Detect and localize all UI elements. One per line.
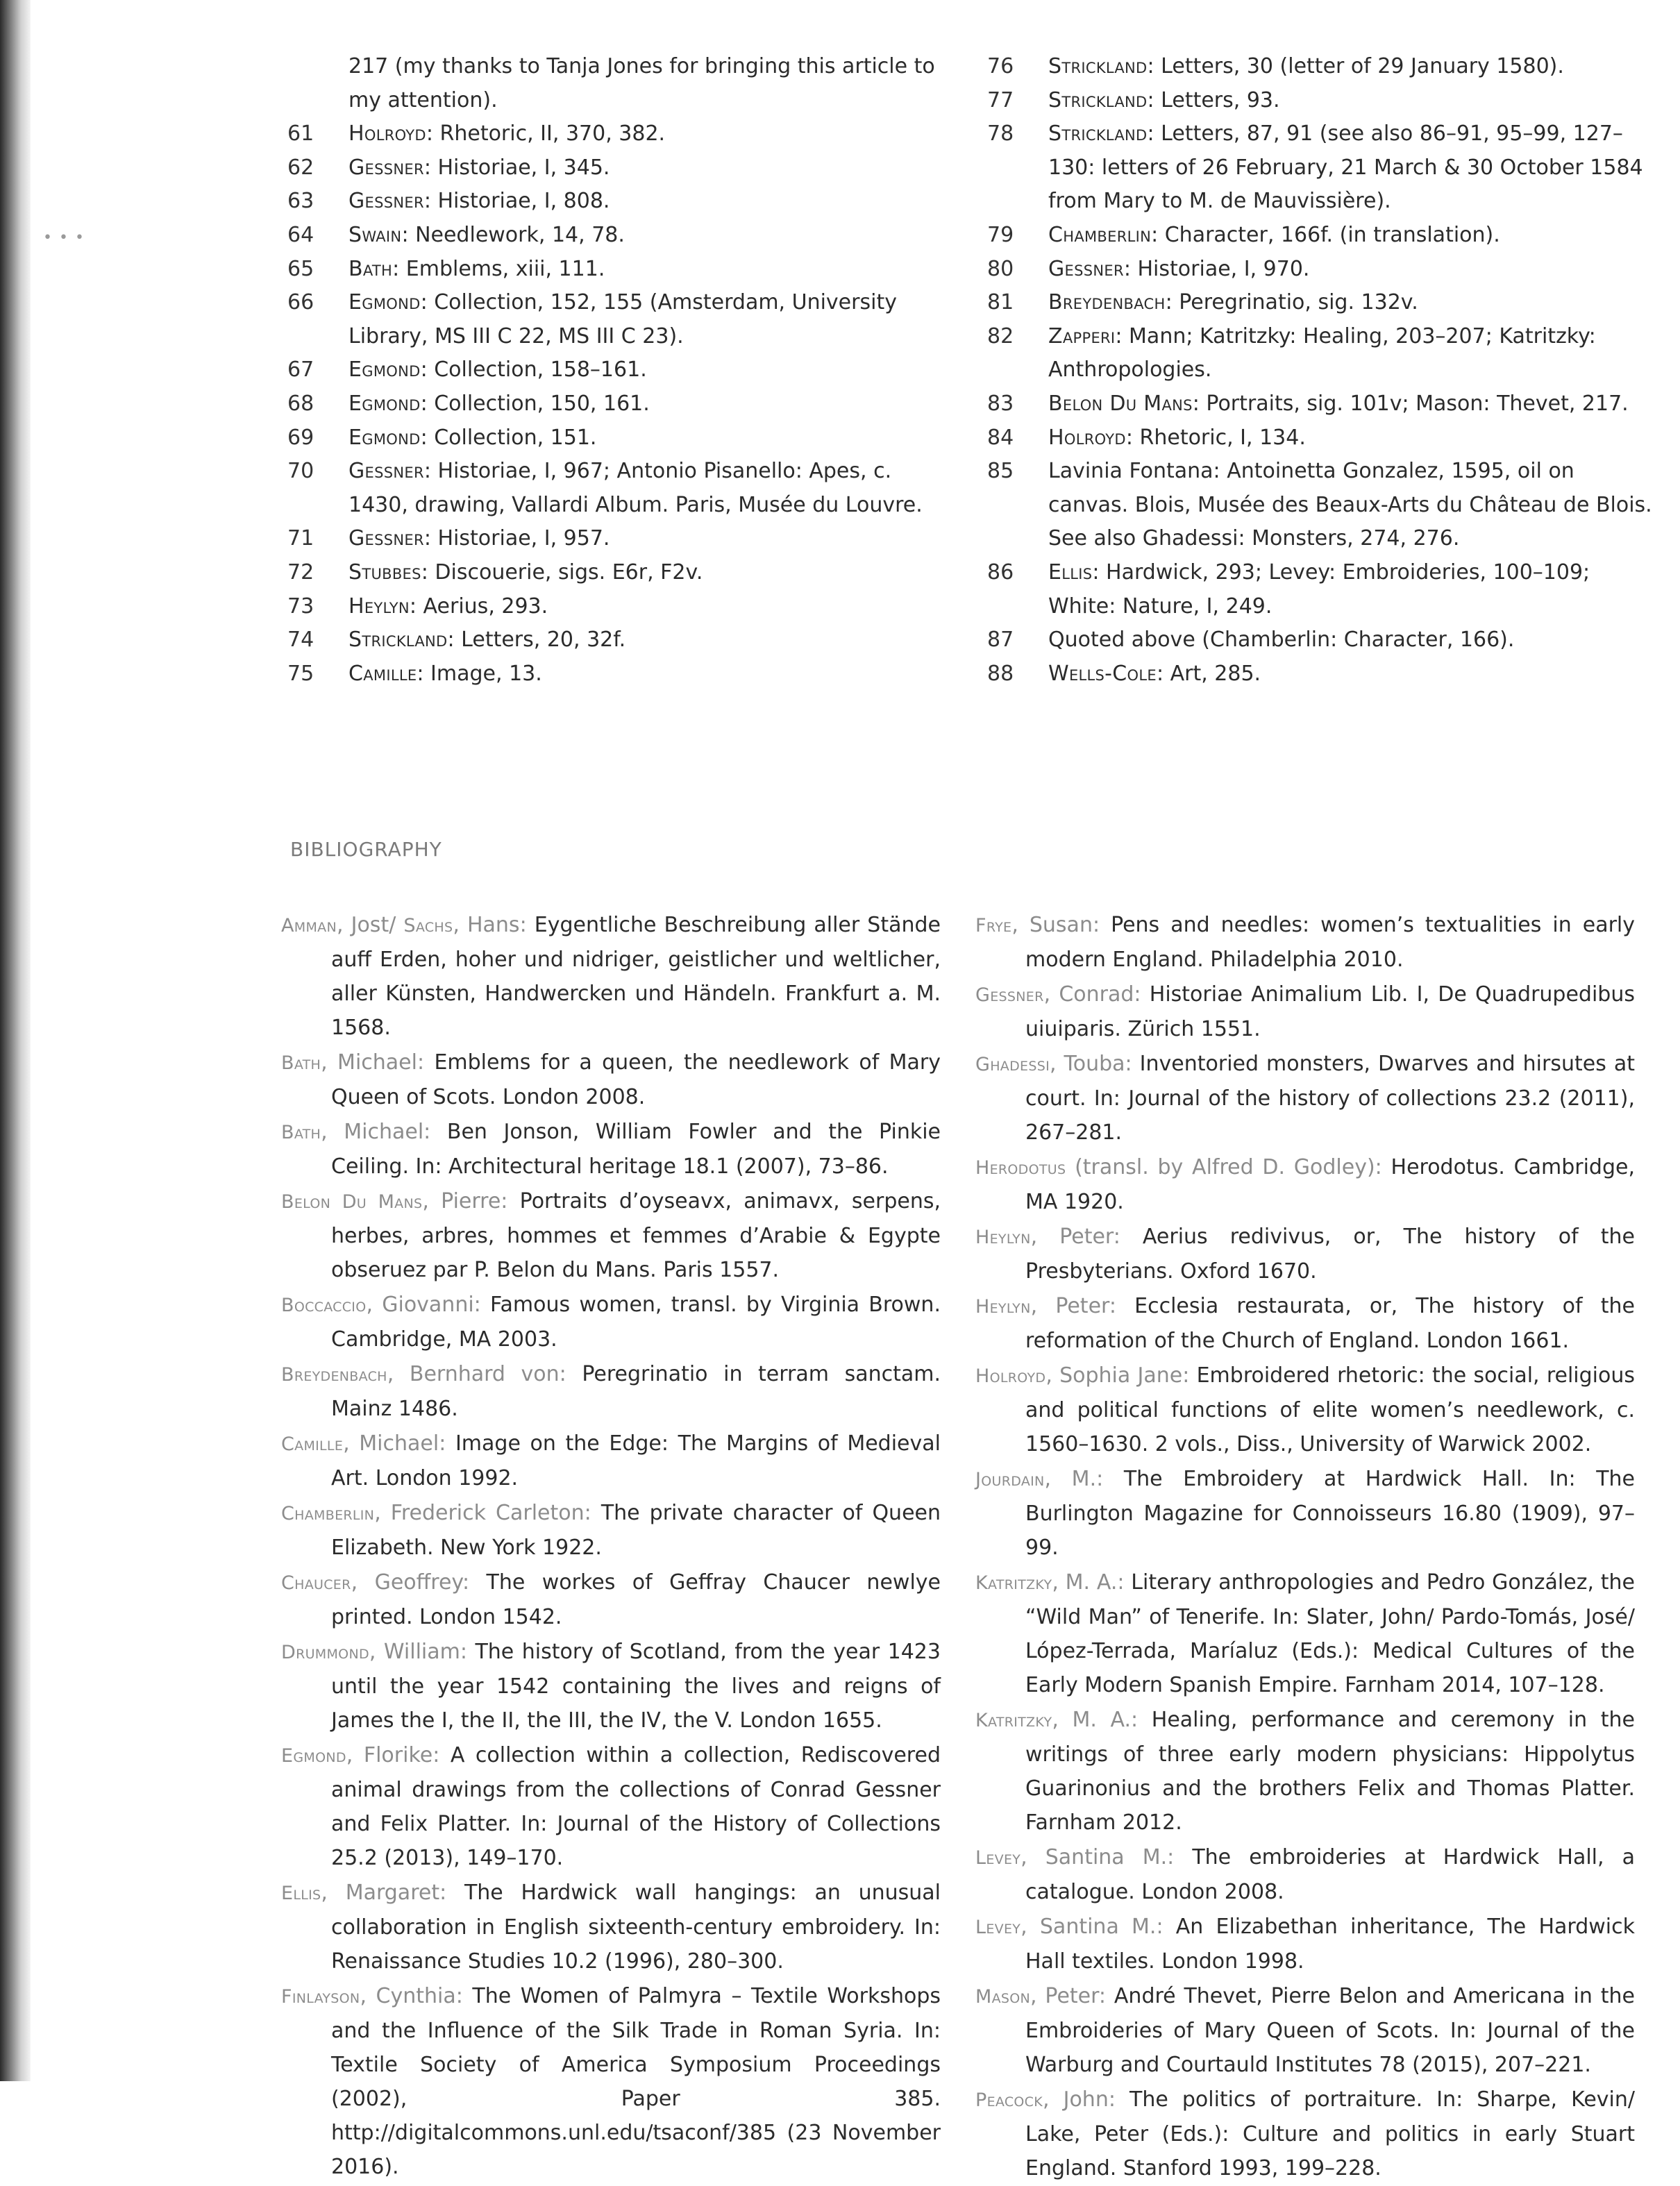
bibliography-entry — [975, 1047, 1635, 1150]
author-forename: , Margaret: — [321, 1881, 447, 1905]
endnote-text — [348, 50, 954, 117]
endnote-text — [1048, 84, 1654, 118]
endnote-author: Strickland — [1048, 54, 1148, 78]
author-surname: Boccaccio — [281, 1295, 367, 1316]
endnote-author: Egmond — [348, 290, 421, 315]
endnote-number: 61 — [287, 121, 314, 146]
endnote-author: Strickland — [348, 628, 448, 653]
entry-author — [975, 1155, 1382, 1179]
endnote — [987, 623, 1654, 657]
endnote — [287, 185, 954, 219]
author-forename: , Peter: — [1030, 1225, 1120, 1249]
entry-text: Ecclesia restaurata, or, The history of the reformation of the Church of England. London 1661. — [1025, 1294, 1636, 1353]
bibliography-right-column — [975, 908, 1635, 2186]
author-surname: Egmond — [281, 1745, 346, 1767]
endnote-text — [348, 151, 954, 185]
endnote-body: : Collection, 150, 161. — [420, 391, 650, 416]
endnote-body: : Mann; Katritzky: Healing, 203–207; Katritzky: Anthropologies. — [1048, 323, 1596, 382]
author-forename: , Florike: — [346, 1743, 440, 1767]
endnote — [287, 50, 954, 117]
bibliography-entry — [975, 908, 1635, 977]
endnote-body: : Letters, 93. — [1147, 87, 1280, 112]
author-forename: , Peter: — [1030, 1984, 1107, 2008]
author-forename: , Susan: — [1011, 913, 1100, 937]
endnote-number: 63 — [287, 189, 314, 214]
endnote-author: Heylyn — [348, 594, 410, 619]
endnote-body: : Rhetoric, I, 134. — [1125, 425, 1306, 450]
author-surname: Heylyn — [975, 1227, 1031, 1248]
author-forename: , Geoffrey: — [351, 1570, 470, 1595]
endnote-text — [348, 185, 954, 219]
entry-author — [975, 1294, 1116, 1318]
entry-author — [281, 1293, 481, 1317]
endnote-body: : Historiae, I, 957. — [423, 526, 610, 551]
endnote — [987, 421, 1654, 455]
endnote-author: Belon Du Mans — [1048, 391, 1193, 416]
endnote-body: : Art, 285. — [1156, 661, 1261, 686]
bibliography-heading: BIBLIOGRAPHY — [290, 838, 442, 861]
endnote-author: Egmond — [348, 425, 421, 450]
endnote-author: Gessner — [348, 155, 424, 180]
author-forename: , Michael: — [321, 1050, 425, 1075]
endnote-body: : Letters, 20, 32f. — [447, 628, 626, 653]
endnote-body: : Character, 166f. (in translation). — [1151, 222, 1500, 247]
author-forename: , Michael: — [321, 1120, 431, 1144]
endnote-number: 68 — [287, 391, 314, 416]
endnote-body: : Historiae, I, 808. — [423, 189, 610, 214]
endnote-author: Zapperi — [1048, 323, 1116, 348]
endnote-body: : Needlework, 14, 78. — [401, 222, 625, 247]
bibliography-entry — [975, 1359, 1635, 1461]
bibliography-entry — [281, 1876, 941, 1978]
author-forename: , Michael: — [343, 1431, 446, 1456]
entry-text: A collection within a collection, Rediscovered animal drawings from the collections of Conrad Gessner and Felix Platter. In: Journal of the History of Collections 25.2 (2013), 149–170. — [331, 1743, 941, 1870]
author-surname: Herodotus — [975, 1157, 1066, 1179]
entry-text: Pens and needles: women’s textualities in early modern England. Philadelphia 2010. — [1025, 913, 1635, 972]
author-forename: , Touba: — [1049, 1052, 1132, 1076]
endnote — [987, 84, 1654, 118]
endnote — [987, 657, 1654, 691]
endnote-text — [1048, 657, 1654, 691]
endnote — [287, 387, 954, 421]
author-surname: Camille — [281, 1433, 344, 1455]
bibliography-entry — [975, 1150, 1635, 1219]
author-surname: Levey — [975, 1847, 1021, 1869]
bibliography-entry — [281, 908, 941, 1045]
bibliography-entry — [975, 1289, 1635, 1358]
endnote-body: : Emblems, xiii, 111. — [392, 256, 605, 281]
endnote — [287, 623, 954, 657]
endnote-text — [1048, 421, 1654, 455]
endnote-number: 62 — [287, 155, 314, 180]
endnote-author: Strickland — [1048, 87, 1148, 112]
endnote-body: : Letters, 87, 91 (see also 86–91, 95–99, 127–130: letters of 26 February, 21 March & 30 October 1584 from Mary to M. de Mauvissière). — [1048, 121, 1643, 214]
entry-text: Eygentliche Beschreibung aller Stände auff Erden, hoher und nidriger, geistlicher und weltlicher, aller Künsten, Handwercken und Händeln. Frankfurt a. M. 1568. — [331, 913, 941, 1040]
endnote-text — [1048, 320, 1654, 387]
endnote-body: Quoted above (Chamberlin: Character, 166). — [1048, 628, 1515, 653]
endnote-author: Egmond — [348, 391, 421, 416]
author-forename: , Hans: — [453, 913, 527, 937]
endnote — [287, 657, 954, 691]
entry-author — [975, 913, 1100, 937]
entry-text: The politics of portraiture. In: Sharpe, Kevin/ Lake, Peter (Eds.): Culture and politics in early Stuart England. Stanford 1993, 199–228. — [1025, 2087, 1635, 2180]
entry-author — [281, 1501, 591, 1525]
endnote — [287, 151, 954, 185]
entry-author — [975, 1984, 1106, 2008]
author-surname: Bath — [281, 1052, 321, 1074]
author-surname: Chamberlin — [281, 1503, 375, 1524]
endnote — [987, 253, 1654, 287]
author-surname: Jourdain — [975, 1469, 1045, 1490]
bibliography-entry — [281, 1288, 941, 1356]
entry-author — [281, 1189, 507, 1213]
entry-author — [975, 1915, 1164, 1939]
endnote-number: 75 — [287, 661, 314, 686]
endnote-body: Lavinia Fontana: Antoinetta Gonzalez, 1595, oil on canvas. Blois, Musée des Beaux-Arts du Château de Blois. See also Ghadessi: Monsters, 274, 276. — [1048, 459, 1652, 551]
endnote-text — [348, 455, 954, 522]
endnote — [987, 117, 1654, 219]
bibliography-entry — [281, 1496, 941, 1565]
entry-author — [975, 1052, 1132, 1076]
author-forename: , Cynthia: — [360, 1984, 463, 2008]
author-forename: , William: — [369, 1640, 467, 1664]
endnote-body: : Discouerie, sigs. E6r, F2v. — [421, 560, 703, 585]
author-surname: Drummond — [281, 1642, 369, 1663]
endnote-text — [1048, 253, 1654, 287]
bibliography-entry — [281, 1565, 941, 1634]
endnote-text — [348, 286, 954, 353]
endnote-body: : Historiae, I, 967; Antonio Pisanello: Apes, c. 1430, drawing, Vallardi Album. Paris, Musée du Louvre. — [348, 459, 923, 517]
entry-text: Image on the Edge: The Margins of Medieval Art. London 1992. — [331, 1431, 941, 1490]
author-forename: , Sophia Jane: — [1045, 1363, 1190, 1388]
endnote-body: : Letters, 30 (letter of 29 January 1580). — [1147, 54, 1564, 78]
entry-text: Ben Jonson, William Fowler and the Pinkie Ceiling. In: Architectural heritage 18.1 (2007), 73–86. — [331, 1120, 941, 1179]
endnote — [287, 253, 954, 287]
endnote-text — [348, 253, 954, 287]
author-surname: Finlayson — [281, 1986, 360, 2008]
endnote-body: : Portraits, sig. 101v; Mason: Thevet, 217. — [1192, 391, 1629, 416]
entry-author — [281, 1984, 463, 2008]
entry-author — [975, 2087, 1116, 2112]
endnote-text — [348, 387, 954, 421]
endnote-body: : Image, 13. — [417, 661, 542, 686]
endnote-body: : Historiae, I, 970. — [1123, 256, 1310, 281]
author-forename: , M. A.: — [1052, 1570, 1125, 1595]
endnote — [287, 286, 954, 353]
entry-author — [975, 1467, 1103, 1491]
author-forename: , Jost/ — [336, 913, 404, 937]
endnote-body: : Collection, 152, 155 (Amsterdam, University Library, MS III C 22, MS III C 23). — [348, 290, 897, 348]
entry-author — [281, 1050, 424, 1075]
endnote-body: 217 (my thanks to Tanja Jones for bringing this article to my attention). — [348, 54, 935, 112]
endnote-author: Strickland — [1048, 121, 1148, 146]
entry-text: Peregrinatio in terram sanctam. Mainz 1486. — [331, 1362, 941, 1421]
entry-author — [975, 1708, 1138, 1732]
endnote-author: Ellis — [1048, 560, 1093, 585]
entry-text: Herodotus. Cambridge, MA 1920. — [1025, 1155, 1635, 1214]
endnote-author: Wells-Cole — [1048, 661, 1157, 686]
entry-text: An Elizabethan inheritance, The Hardwick Hall textiles. London 1998. — [1025, 1915, 1635, 1974]
entry-author — [975, 1363, 1189, 1388]
bibliography-entry — [975, 1910, 1635, 1978]
entry-text: The embroideries at Hardwick Hall, a catalogue. London 2008. — [1025, 1845, 1635, 1904]
entry-text: Embroidered rhetoric: the social, religious and political functions of elite women’s needlework, c. 1560–1630. 2 vols., Diss., University of Warwick 2002. — [1025, 1363, 1636, 1456]
endnote-number: 77 — [987, 87, 1014, 112]
endnote-number: 84 — [987, 425, 1014, 450]
endnote — [287, 353, 954, 387]
endnote-number: 67 — [287, 358, 314, 382]
endnote-text — [348, 556, 954, 590]
endnote-author: Stubbes — [348, 560, 421, 585]
page-gutter-shadow — [0, 0, 31, 2081]
bibliography-entry — [281, 1115, 941, 1184]
author-surname: Heylyn — [975, 1296, 1031, 1318]
author-surname: Belon Du Mans — [281, 1191, 423, 1213]
endnote-text — [348, 657, 954, 691]
bibliography-entry — [975, 1565, 1635, 1702]
endnote-text — [348, 623, 954, 657]
endnote-number: 70 — [287, 459, 314, 484]
entry-author — [281, 1431, 446, 1456]
endnote — [287, 590, 954, 624]
endnote-author: Holroyd — [348, 121, 426, 146]
bibliography-entry — [281, 1427, 941, 1495]
endnote-body: : Collection, 151. — [420, 425, 597, 450]
endnote-body: : Rhetoric, II, 370, 382. — [426, 121, 666, 146]
entry-text: The history of Scotland, from the year 1423 until the year 1542 containing the lives and reigns of James the I, the II, the III, the IV, the V. London 1655. — [331, 1640, 941, 1733]
endnote-author: Swain — [348, 222, 402, 247]
endnote — [987, 387, 1654, 421]
endnote-number: 73 — [287, 594, 314, 619]
author-surname: Levey — [975, 1917, 1021, 1938]
entry-author — [281, 913, 527, 937]
author-surname: Ghadessi — [975, 1054, 1050, 1075]
endnotes-left-column — [287, 50, 954, 691]
author-forename: , M.: — [1044, 1467, 1104, 1491]
endnotes-right-column — [987, 50, 1654, 691]
endnote-author: Gessner — [348, 526, 424, 551]
endnote-text — [1048, 556, 1654, 623]
bibliography-left-column — [281, 908, 941, 2185]
endnote-text — [348, 117, 954, 151]
entry-author — [281, 1881, 446, 1905]
endnote-text — [1048, 623, 1654, 657]
entry-author — [975, 1845, 1174, 1869]
entry-author — [281, 1120, 430, 1144]
endnote — [287, 556, 954, 590]
endnote — [287, 117, 954, 151]
endnote-author: Bath — [348, 256, 393, 281]
author-forename: , John: — [1043, 2087, 1116, 2112]
endnote — [987, 219, 1654, 253]
entry-author — [281, 1362, 566, 1386]
author-forename: , Conrad: — [1043, 982, 1141, 1007]
endnote-text — [1048, 50, 1654, 84]
endnote-author: Chamberlin — [1048, 222, 1152, 247]
bibliography-entry — [975, 1220, 1635, 1288]
author-surname: Gessner — [975, 984, 1044, 1006]
endnote-number: 72 — [287, 560, 314, 585]
endnote-text — [1048, 387, 1654, 421]
endnote-number: 76 — [987, 54, 1014, 78]
entry-text: The Women of Palmyra – Textile Workshops and the Influence of the Silk Trade in Roman Syria. In: Textile Society of America Symposium Proceedings (2002), Paper 385. http://digitalcommons.unl.edu/tsaconf/385 (23 November 2016). — [331, 1984, 941, 2179]
bibliography-entry — [975, 977, 1635, 1046]
endnote — [987, 556, 1654, 623]
author-surname: Bath — [281, 1122, 321, 1143]
endnote-number: 78 — [987, 121, 1014, 146]
entry-text: Emblems for a queen, the needlework of Mary Queen of Scots. London 2008. — [331, 1050, 941, 1109]
endnote-number: 87 — [987, 628, 1014, 653]
entry-text: The private character of Queen Elizabeth. New York 1922. — [331, 1501, 941, 1560]
bibliography-entry — [281, 1979, 941, 2184]
endnote-author: Gessner — [1048, 256, 1124, 281]
bibliography-entry — [975, 2083, 1635, 2185]
endnote-text — [1048, 117, 1654, 219]
endnote — [987, 320, 1654, 387]
endnote-text — [348, 522, 954, 556]
entry-author — [975, 1225, 1120, 1249]
author-surname: Katritzky — [975, 1572, 1052, 1594]
entry-author — [975, 1570, 1125, 1595]
endnote-number: 69 — [287, 425, 314, 450]
bibliography-entry — [281, 1357, 941, 1426]
endnote — [987, 455, 1654, 556]
bibliography-entry — [975, 1840, 1635, 1909]
bibliography-entry — [281, 1045, 941, 1114]
author-forename: , Peter: — [1030, 1294, 1116, 1318]
endnote-text — [1048, 286, 1654, 320]
endnote-text — [348, 421, 954, 455]
endnote-author: Breydenbach — [1048, 290, 1166, 315]
bibliography-entry — [281, 1184, 941, 1287]
endnote-author: Camille — [348, 661, 417, 686]
endnote — [287, 455, 954, 522]
author-forename: , Santina M.: — [1020, 1915, 1164, 1939]
author-surname: Sachs — [403, 915, 453, 936]
author-forename: (transl. by Alfred D. Godley): — [1066, 1155, 1382, 1179]
author-surname: Ellis — [281, 1883, 321, 1904]
gutter-marks: ••• — [43, 229, 91, 246]
entry-text: Aerius redivivus, or, The history of the Presbyterians. Oxford 1670. — [1025, 1225, 1636, 1284]
bibliography-entry — [975, 1703, 1635, 1840]
endnote-number: 85 — [987, 459, 1014, 484]
author-surname: Breydenbach — [281, 1364, 387, 1386]
endnote-author: Egmond — [348, 358, 421, 382]
endnote-number: 74 — [287, 628, 314, 653]
author-forename: , Santina M.: — [1020, 1845, 1175, 1869]
endnote-number: 83 — [987, 391, 1014, 416]
author-surname: Frye — [975, 915, 1012, 936]
endnote-number: 81 — [987, 290, 1014, 315]
bibliography-entry — [975, 1462, 1635, 1565]
entry-text: Healing, performance and ceremony in the writings of three early modern physicians: Hippolytus Guarinonius and the brothers Felix and Thomas Platter. Farnham 2012. — [1025, 1708, 1635, 1835]
endnote-body: : Aerius, 293. — [409, 594, 548, 619]
entry-text: The Embroidery at Hardwick Hall. In: The Burlington Magazine for Connoisseurs 16.80 (1909), 97–99. — [1025, 1467, 1635, 1560]
endnote-text — [1048, 219, 1654, 253]
entry-author — [281, 1743, 439, 1767]
author-surname: Amman — [281, 915, 337, 936]
endnote-number: 88 — [987, 661, 1014, 686]
endnote-body: : Historiae, I, 345. — [423, 155, 610, 180]
entry-text: The Hardwick wall hangings: an unusual collaboration in English sixteenth-century embroidery. In: Renaissance Studies 10.2 (1996), 280–300. — [331, 1881, 941, 1974]
author-forename: , Frederick Carleton: — [374, 1501, 591, 1525]
entry-text: The workes of Geffray Chaucer newlye printed. London 1542. — [331, 1570, 941, 1629]
bibliography-entry — [281, 1738, 941, 1875]
bibliography-entry — [975, 1979, 1635, 2082]
entry-text: André Thevet, Pierre Belon and Americana in the Embroideries of Mary Queen of Scots. In: Journal of the Warburg and Courtauld Institutes 78 (2015), 207–221. — [1025, 1984, 1635, 2077]
endnote — [987, 286, 1654, 320]
endnote-body: : Peregrinatio, sig. 132v. — [1165, 290, 1418, 315]
entry-text: Literary anthropologies and Pedro González, the “Wild Man” of Tenerife. In: Slater, John/ Pardo-Tomás, José/ López-Terrada, Maríaluz (Eds.): Medical Cultures of the Early Modern Spanish Empire. Farnham 2014, 107–128. — [1025, 1570, 1635, 1697]
endnote-text — [348, 219, 954, 253]
endnote-number: 86 — [987, 560, 1014, 585]
endnote-number: 71 — [287, 526, 314, 551]
entry-text: Inventoried monsters, Dwarves and hirsutes at court. In: Journal of the history of collections 23.2 (2011), 267–281. — [1025, 1052, 1635, 1145]
endnote-number: 64 — [287, 222, 314, 247]
endnote-author: Gessner — [348, 459, 424, 484]
endnote — [987, 50, 1654, 84]
entry-author — [975, 982, 1141, 1007]
author-surname: Peacock — [975, 2090, 1043, 2111]
endnote-number: 65 — [287, 256, 314, 281]
author-surname: Holroyd — [975, 1365, 1046, 1387]
bibliography-entry — [281, 1635, 941, 1738]
endnote — [287, 522, 954, 556]
author-forename: , Pierre: — [422, 1189, 508, 1213]
endnote-body: : Hardwick, 293; Levey: Embroideries, 100–109; White: Nature, I, 249. — [1048, 560, 1590, 619]
author-forename: , M. A.: — [1052, 1708, 1139, 1732]
entry-text: Historiae Animalium Lib. I, De Quadrupedibus uiuiparis. Zürich 1551. — [1025, 982, 1635, 1041]
entry-text: Famous women, transl. by Virginia Brown. Cambridge, MA 2003. — [331, 1293, 941, 1352]
endnote-number: 82 — [987, 323, 1014, 348]
endnote-author: Gessner — [348, 189, 424, 214]
author-forename: , Giovanni: — [366, 1293, 481, 1317]
endnote-body: : Collection, 158–161. — [420, 358, 647, 382]
author-surname: Chaucer — [281, 1572, 351, 1594]
endnote-text — [1048, 455, 1654, 556]
entry-author — [281, 1640, 467, 1664]
endnote-text — [348, 590, 954, 624]
endnote — [287, 219, 954, 253]
endnote-number: 80 — [987, 256, 1014, 281]
entry-text: Portraits d’oyseavx, animavx, serpens, herbes, arbres, hommes et femmes d’Arabie & Egypte obseruez par P. Belon du Mans. Paris 1557. — [331, 1189, 941, 1282]
endnote — [287, 421, 954, 455]
entry-author — [281, 1570, 469, 1595]
endnote-number: 66 — [287, 290, 314, 315]
endnote-author: Holroyd — [1048, 425, 1126, 450]
endnote-text — [348, 353, 954, 387]
author-surname: Mason — [975, 1986, 1031, 2008]
author-surname: Katritzky — [975, 1710, 1052, 1731]
author-forename: , Bernhard von: — [387, 1362, 566, 1386]
endnote-number: 79 — [987, 222, 1014, 247]
